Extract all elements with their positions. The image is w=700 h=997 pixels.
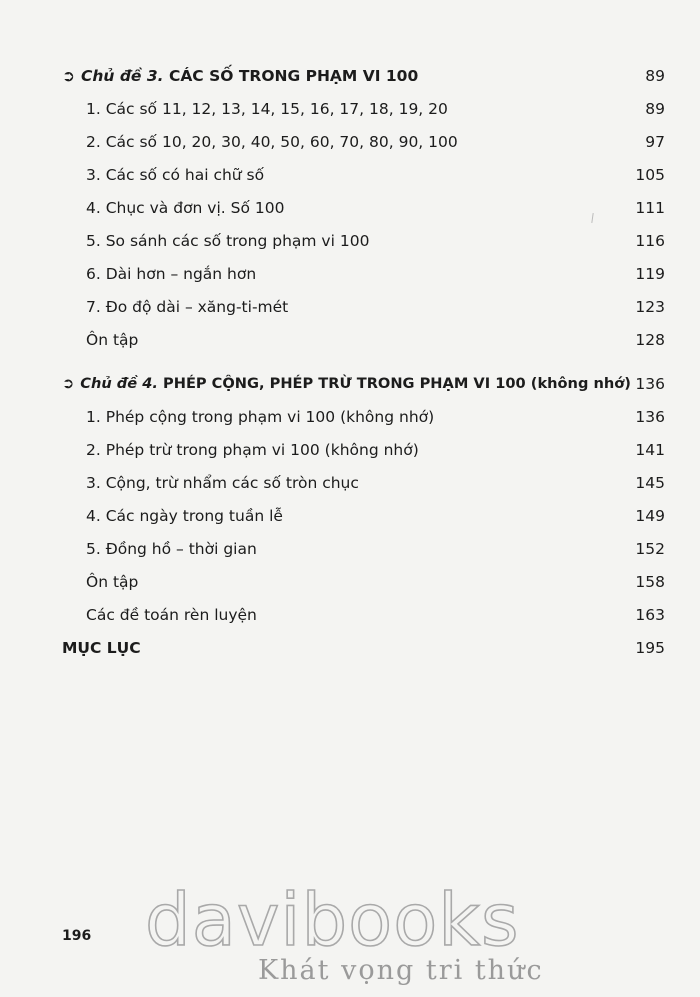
watermark-tagline: Khát vọng tri thức <box>258 955 544 986</box>
arrow-bullet-icon: ➲ <box>62 67 75 85</box>
toc-entry-label: 4. Chục và đơn vị. Số 100 <box>86 199 285 217</box>
topic-number: Chủ đề 4. <box>80 375 158 392</box>
toc-entry <box>0 438 700 462</box>
toc-entry <box>0 636 700 660</box>
toc-heading <box>0 64 700 88</box>
toc-entry <box>0 405 700 429</box>
toc-page-number: 195 <box>635 639 665 657</box>
toc-page-number: 152 <box>635 540 665 558</box>
toc-heading-label <box>62 372 631 396</box>
toc-heading <box>0 372 700 396</box>
arrow-bullet-icon: ➲ <box>62 375 75 392</box>
toc-entry-label: 1. Phép cộng trong phạm vi 100 (không nhớ) <box>86 408 435 426</box>
toc-entry-label: 2. Các số 10, 20, 30, 40, 50, 60, 70, 80, 90, 100 <box>86 133 458 151</box>
toc-page-number: 163 <box>635 606 665 624</box>
toc-entry-label: 3. Cộng, trừ nhẩm các số tròn chục <box>86 474 359 492</box>
toc-entry-label: 3. Các số có hai chữ số <box>86 166 265 184</box>
toc-entry <box>0 328 700 352</box>
toc-entry <box>0 163 700 187</box>
topic-title: CÁC SỐ TRONG PHẠM VI 100 <box>168 67 419 85</box>
toc-page-number: 89 <box>645 100 665 118</box>
topic-title: PHÉP CỘNG, PHÉP TRỪ TRONG PHẠM VI 100 (không nhớ) <box>163 375 631 392</box>
toc-entry-label: 7. Đo độ dài – xăng-ti-mét <box>86 298 289 316</box>
toc-page-number: 119 <box>635 265 665 283</box>
toc-page-number: 123 <box>635 298 665 316</box>
toc-page-number: 111 <box>635 199 665 217</box>
topic-number: Chủ đề 3. <box>81 67 164 85</box>
toc-entry <box>0 295 700 319</box>
toc-page-number: 89 <box>645 67 665 85</box>
toc-entry-label: 1. Các số 11, 12, 13, 14, 15, 16, 17, 18, 19, 20 <box>86 100 448 118</box>
page-number: 196 <box>62 928 92 944</box>
toc-page-number: 128 <box>635 331 665 349</box>
toc-entry-label: 6. Dài hơn – ngắn hơn <box>86 265 257 283</box>
toc-page-number: 136 <box>635 408 665 426</box>
toc-entry-label: 2. Phép trừ trong phạm vi 100 (không nhớ) <box>86 441 419 459</box>
toc-page-number: 136 <box>635 375 665 393</box>
toc-section-label: MỤC LỤC <box>62 639 141 657</box>
toc-entry-label: 5. Đồng hồ – thời gian <box>86 540 257 558</box>
toc-page-number: 97 <box>645 133 665 151</box>
toc-entry <box>0 196 700 220</box>
toc-entry <box>0 471 700 495</box>
toc-entry <box>0 603 700 627</box>
toc-entry-label: Ôn tập <box>86 573 139 591</box>
toc-entry <box>0 130 700 154</box>
toc-entry <box>0 504 700 528</box>
toc-entry <box>0 229 700 253</box>
toc-entry <box>0 262 700 286</box>
toc-page-number: 149 <box>635 507 665 525</box>
toc-entry-label: Ôn tập <box>86 331 139 349</box>
toc-entry <box>0 537 700 561</box>
watermark-logo: davibooks <box>145 878 520 962</box>
toc-entry <box>0 570 700 594</box>
toc-entry-label: 5. So sánh các số trong phạm vi 100 <box>86 232 370 250</box>
toc-entry <box>0 97 700 121</box>
toc-entry-label: Các đề toán rèn luyện <box>86 606 257 624</box>
toc-page-number: 105 <box>635 166 665 184</box>
toc-entry-label: 4. Các ngày trong tuần lễ <box>86 507 283 525</box>
toc-page-number: 141 <box>635 441 665 459</box>
toc-page-number: 116 <box>635 232 665 250</box>
toc-heading-label <box>62 64 418 88</box>
toc-page-number: 158 <box>635 573 665 591</box>
toc-page-number: 145 <box>635 474 665 492</box>
